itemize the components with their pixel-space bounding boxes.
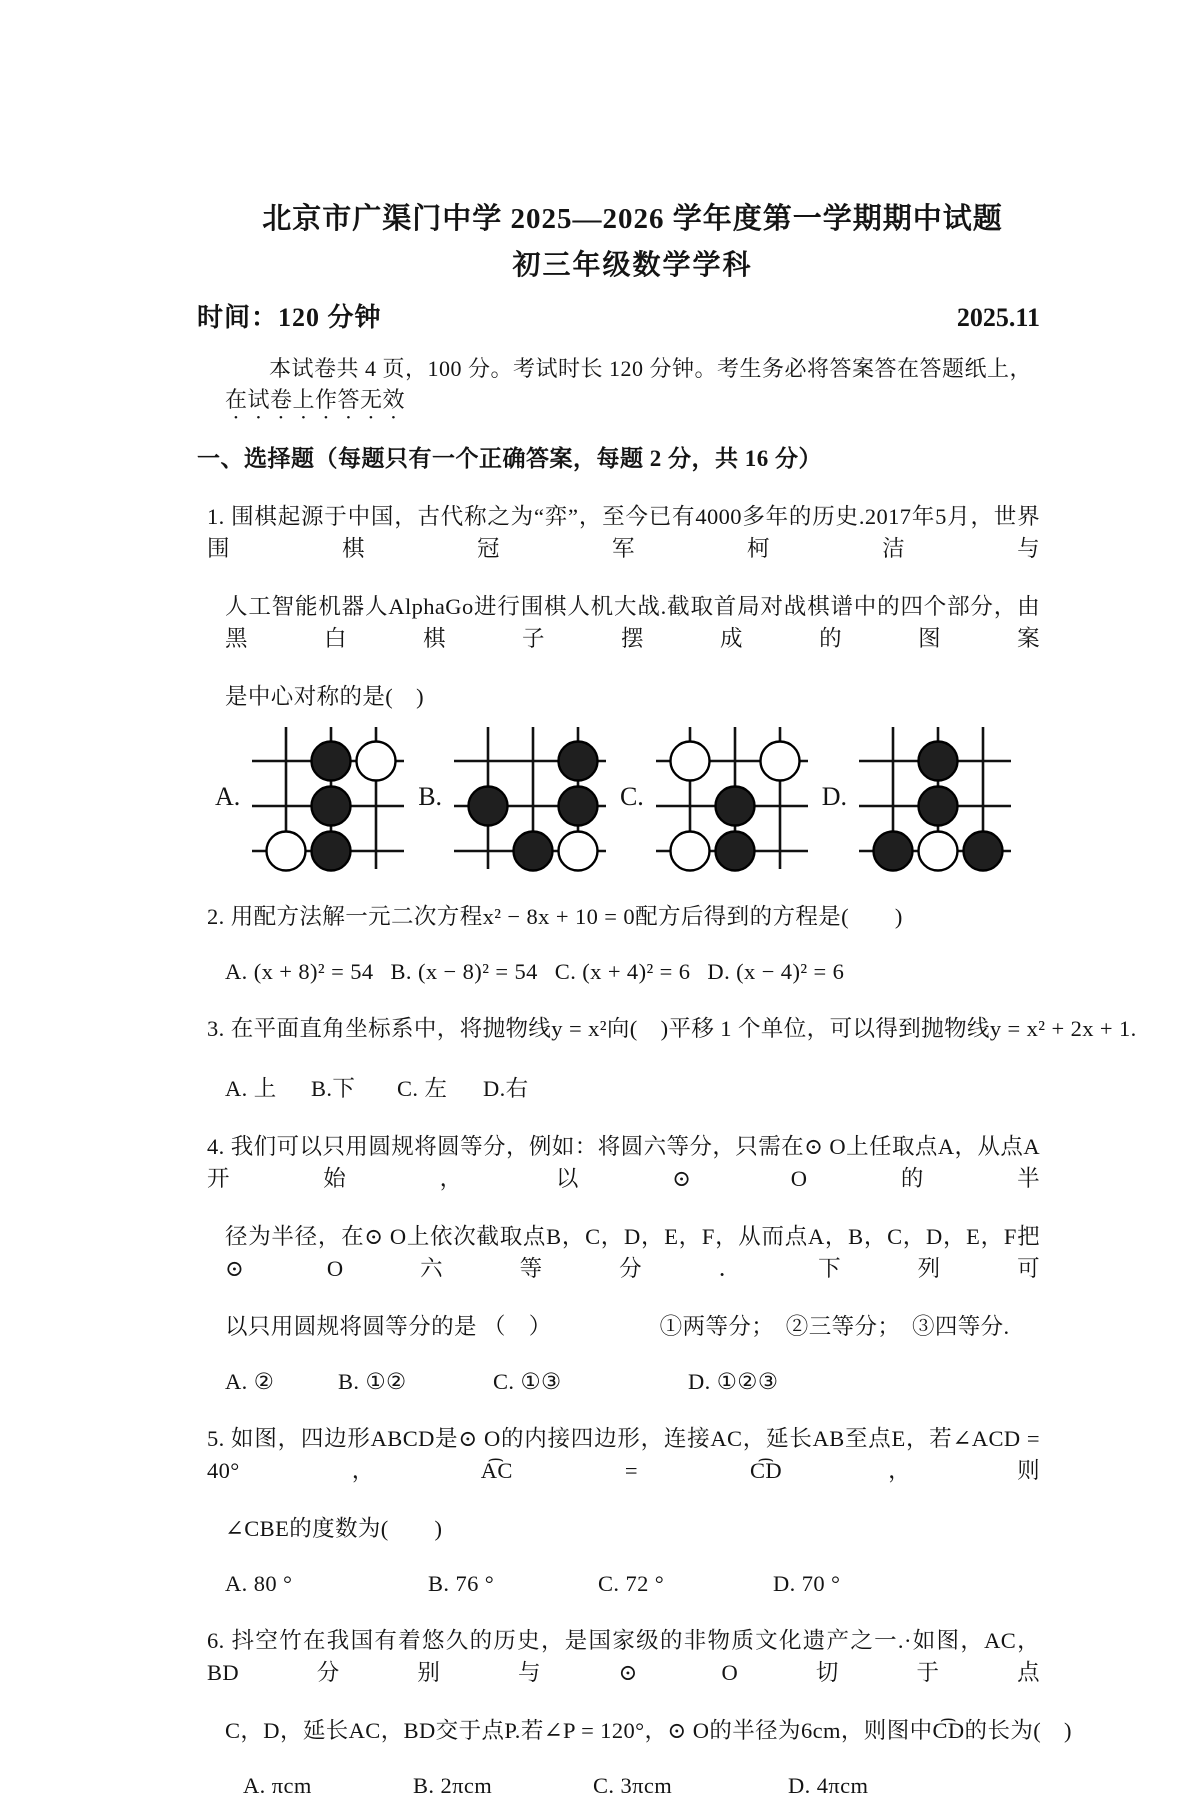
q3-option-a: A. 上 — [225, 1076, 277, 1101]
exam-subtitle: 初三年级数学学科 — [512, 250, 753, 281]
q2-option-c: C. (x + 4)² = 6 — [554, 959, 691, 984]
notice-text: 本试卷共 4 页，100 分。考试时长 120 分钟。考生务必将答案答在答题纸上， — [269, 356, 1033, 381]
black-stone — [559, 787, 598, 826]
go-board-grid — [448, 721, 610, 873]
q4-option-d: D. ①②③ — [688, 1369, 779, 1394]
black-stone — [715, 832, 754, 871]
q4-option-a: A. ② — [225, 1369, 275, 1394]
q6-options — [243, 1773, 1040, 1799]
exam-date: 2025.11 — [956, 303, 1040, 332]
q3-option-c: C. 左 — [397, 1076, 448, 1101]
q5-line1: 5. 如图，四边形ABCD是⊙ O的内接四边形，连接AC，延长AB至点E，若∠ACD = 40° ，A͡C = C͡D，则 — [207, 1426, 1040, 1483]
q6-option-a: A. πcm — [243, 1773, 312, 1798]
white-stone — [357, 742, 396, 781]
q4-line2: 径为半径，在⊙ O上依次截取点B，C，D，E，F，从而点A，B，C，D，E，F把⊙ O六等分．下列可 — [225, 1224, 1040, 1281]
white-stone — [267, 832, 306, 871]
go-board-grid — [650, 721, 812, 873]
q6-option-c: C. 3πcm — [593, 1773, 673, 1798]
q1-figure-d-label: D. — [821, 782, 847, 811]
q4-line1: 4. 我们可以只用圆规将圆等分，例如：将圆六等分，只需在⊙ O上任取点A，从点A开始，以⊙ O的半 — [207, 1134, 1040, 1191]
q1-figure-option-c — [620, 721, 812, 873]
q2-option-a: A. (x + 8)² = 54 — [225, 959, 374, 984]
meta-row — [197, 297, 1040, 334]
q3-option-b: B.下 — [311, 1076, 356, 1101]
q5-option-d: D. 70 ° — [773, 1571, 841, 1596]
white-stone — [918, 832, 957, 871]
white-stone — [559, 832, 598, 871]
q1-line3: 是中心对称的是( ) — [225, 684, 424, 709]
q4-option-c: C. ①③ — [493, 1369, 562, 1394]
exam-notice — [225, 352, 1040, 424]
q1-figure-b-label: B. — [418, 782, 443, 811]
black-stone — [559, 742, 598, 781]
q5-line2: ∠CBE的度数为( ) — [225, 1516, 443, 1541]
exam-duration: 时间：120 分钟 — [197, 303, 382, 332]
q6-option-d: D. 4πcm — [788, 1773, 869, 1798]
q3-text: 3. 在平面直角坐标系中，将抛物线y = x²向( )平移 1 个单位，可以得到抛物线y = x² + 2x + 1. — [207, 1016, 1137, 1041]
black-stone — [873, 832, 912, 871]
exam-sheet — [197, 196, 1137, 1799]
q1-figure-a-label: A. — [215, 782, 241, 811]
q3-options — [225, 1071, 1040, 1103]
q1-line2: 人工智能机器人AlphaGo进行围棋人机大战.截取首局对战棋谱中的四个部分，由黑白棋子摆成的图案 — [225, 594, 1040, 651]
black-stone — [312, 787, 351, 826]
white-stone — [760, 742, 799, 781]
q5-option-b: B. 76 ° — [428, 1571, 495, 1596]
q4-line3-stem: 以只用圆规将圆等分的是 （ ） — [225, 1314, 552, 1339]
section1-heading: 一、选择题（每题只有一个正确答案，每题 2 分，共 16 分） — [197, 446, 822, 471]
q1-figure-option-a — [215, 721, 408, 873]
q5-options — [225, 1571, 1040, 1597]
q6-line2: C，D，延长AC，BD交于点P.若∠P = 120°，⊙ O的半径为6cm，则图中C͡D的长为( ) — [225, 1718, 1072, 1743]
q3-option-d: D.右 — [483, 1076, 529, 1101]
q5-option-a: A. 80 ° — [225, 1571, 293, 1596]
q1-figure-c-label: C. — [619, 782, 644, 811]
q6-option-b: B. 2πcm — [413, 1773, 493, 1798]
black-stone — [715, 787, 754, 826]
q1-figure-option-d — [822, 721, 1015, 873]
white-stone — [670, 832, 709, 871]
q4-options — [225, 1369, 1040, 1395]
q2-text: 2. 用配方法解一元二次方程x² − 8x + 10 = 0配方后得到的方程是( ) — [207, 904, 903, 929]
black-stone — [918, 742, 957, 781]
black-stone — [469, 787, 508, 826]
black-stone — [514, 832, 553, 871]
black-stone — [312, 742, 351, 781]
black-stone — [963, 832, 1002, 871]
black-stone — [312, 832, 351, 871]
q5-option-c: C. 72 ° — [598, 1571, 665, 1596]
white-stone — [670, 742, 709, 781]
q1-figure-option-b — [418, 721, 610, 873]
notice-emphasized-text: 在试卷上作答无效 — [225, 387, 406, 412]
q4-line3 — [225, 1309, 1040, 1341]
q2-option-b: B. (x − 8)² = 54 — [390, 959, 538, 984]
q2-options — [225, 959, 1040, 985]
go-board-grid — [853, 721, 1015, 873]
q1-go-board-figures — [215, 721, 1015, 873]
q2-option-d: D. (x − 4)² = 6 — [707, 959, 845, 984]
q1-line1: 1. 围棋起源于中国，古代称之为“弈”，至今已有4000多年的历史.2017年5月，世界围棋冠军柯洁与 — [207, 504, 1040, 561]
go-board-grid — [246, 721, 408, 873]
q4-option-b: B. ①② — [338, 1369, 407, 1394]
q6-line1: 6. 抖空竹在我国有着悠久的历史，是国家级的非物质文化遗产之一.·如图，AC，BD分别与⊙ O切于点 — [207, 1628, 1040, 1685]
exam-title: 北京市广渠门中学 2025—2026 学年度第一学期期中试题 — [262, 203, 1003, 235]
black-stone — [918, 787, 957, 826]
q4-line3-items: ①两等分； ②三等分； ③四等分. — [659, 1314, 1010, 1339]
